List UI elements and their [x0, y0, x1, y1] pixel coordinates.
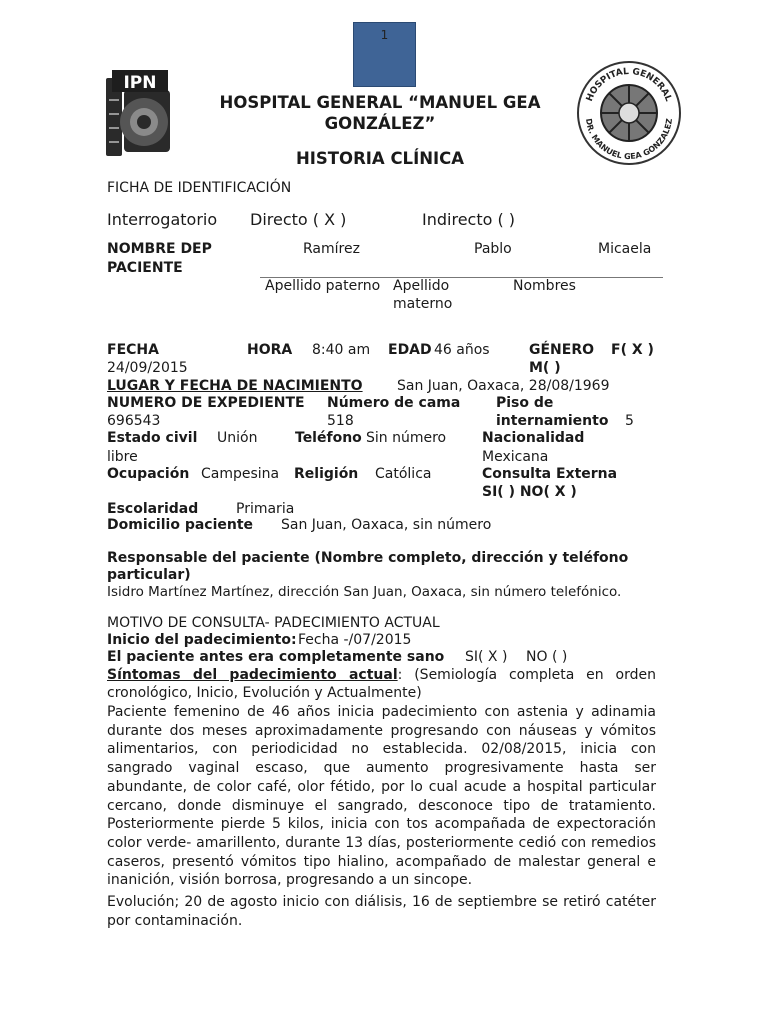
seal-bottom-text: DR. MANUEL GEA GONZALEZ [583, 117, 674, 162]
nacionalidad-value: Mexicana [482, 449, 549, 465]
cama-label: Número de cama [327, 395, 461, 411]
nombres-value: Micaela [598, 241, 652, 257]
genero-label: GÉNERO [529, 342, 595, 358]
ficha-heading: FICHA DE IDENTIFICACIÓN [107, 180, 292, 196]
estado-civil-value-line2: libre [107, 449, 138, 465]
interrogatorio-indirecto[interactable]: Indirecto ( ) [422, 210, 516, 229]
sano-no-option[interactable]: NO ( ) [526, 649, 568, 665]
seal-top-text: HOSPITAL GENERAL [584, 66, 674, 103]
domicilio-value: San Juan, Oaxaca, sin número [281, 517, 492, 533]
responsable-value: Isidro Martínez Martínez, dirección San Juan, Oaxaca, sin número telefónico. [107, 584, 622, 600]
inicio-label: Inicio del padecimiento: [107, 632, 297, 648]
piso-label-line2: internamiento [496, 413, 609, 429]
piso-value: 5 [625, 413, 634, 429]
apellido-paterno-value: Ramírez [303, 241, 360, 257]
apellido-materno-value: Pablo [474, 241, 512, 257]
consulta-externa-options[interactable]: SI( ) NO( X ) [482, 484, 577, 500]
nombre-label-line2: PACIENTE [107, 260, 183, 276]
cama-value: 518 [327, 413, 354, 429]
hora-value: 8:40 am [312, 342, 371, 358]
nacionalidad-label: Nacionalidad [482, 430, 585, 446]
telefono-label: Teléfono [295, 430, 362, 446]
page-number-box [353, 22, 416, 87]
motivo-heading: MOTIVO DE CONSULTA- PADECIMIENTO ACTUAL [107, 615, 440, 631]
fecha-label: FECHA [107, 342, 159, 358]
sano-label: El paciente antes era completamente sano [107, 649, 445, 665]
apellido-paterno-caption: Apellido paterno [265, 278, 381, 294]
piso-label-line1: Piso de [496, 395, 554, 411]
estado-civil-label: Estado civil [107, 430, 198, 446]
sintomas-block [107, 666, 656, 702]
nombre-label-line1: NOMBRE DEP [107, 241, 212, 257]
interrogatorio-directo[interactable]: Directo ( X ) [250, 210, 347, 229]
escolaridad-label: Escolaridad [107, 501, 199, 517]
nombres-caption: Nombres [513, 278, 576, 294]
estado-civil-value-line1: Unión [217, 430, 258, 446]
consulta-externa-label: Consulta Externa [482, 466, 618, 482]
genero-f-option[interactable]: F( X ) [611, 342, 654, 358]
religion-label: Religión [294, 466, 359, 482]
page-number: 1 [380, 28, 389, 42]
escolaridad-value: Primaria [236, 501, 295, 517]
fecha-value: 24/09/2015 [107, 360, 188, 376]
domicilio-label: Domicilio paciente [107, 517, 254, 533]
responsable-label-line2: particular) [107, 567, 191, 583]
ipn-logo-text: IPN [123, 73, 157, 93]
genero-m-option[interactable]: M( ) [529, 360, 561, 376]
sano-si-option[interactable]: SI( X ) [465, 649, 508, 665]
apellido-materno-caption-line1: Apellido [393, 278, 450, 294]
inicio-value: Fecha -/07/2015 [298, 632, 412, 648]
padecimiento-paragraph: Paciente femenino de 46 años inicia padecimiento con astenia y adinamia durante dos meses aproximadamente progresando con náuseas y vómitos alimentarios, con periodicidad no establecida. 02/08/2015, inicia con sangrado vaginal escaso, que aumento progresivamente hasta ser abundante, de color café, olor fétido, por lo cual acude a hospital particular cercano, donde disminuye el sangrado, desconoce tipo de tratamiento. Posteriormente pierde 5 kilos, inicia con tos acompañada de expectoración color verde- amarillento, durante 13 días, posteriormente cedió con remedios caseros, presentó vómitos tipo hialino, acompañado de malestar general e inanición, visión borrosa, progresando a un sincope. [107, 704, 656, 889]
edad-label: EDAD [388, 342, 432, 358]
document-title: HISTORIA CLÍNICA [295, 149, 465, 168]
edad-value: 46 años [434, 342, 490, 358]
apellido-materno-caption-line2: materno [393, 296, 453, 312]
ocupacion-label: Ocupación [107, 466, 190, 482]
evolucion-paragraph: Evolución; 20 de agosto inicio con diálisis, 16 de septiembre se retiró catéter por contaminación. [107, 894, 656, 929]
ocupacion-value: Campesina [201, 466, 280, 482]
expediente-value: 696543 [107, 413, 161, 429]
hospital-seal [576, 58, 682, 168]
lugar-nacimiento-value: San Juan, Oaxaca, 28/08/1969 [397, 378, 610, 394]
ipn-logo [104, 70, 174, 162]
sintomas-note: : (Semiología completa en orden cronológico, Inicio, Evolución y Actualmente) [107, 667, 656, 701]
religion-value: Católica [375, 466, 432, 482]
sintomas-label: Síntomas del padecimiento actual [107, 667, 398, 683]
expediente-label: NUMERO DE EXPEDIENTE [107, 395, 305, 411]
hospital-name-line2: GONZÁLEZ” [324, 114, 436, 133]
hora-label: HORA [247, 342, 293, 358]
lugar-nacimiento-label: LUGAR Y FECHA DE NACIMIENTO [107, 378, 363, 394]
responsable-label-line1: Responsable del paciente (Nombre completo, dirección y teléfono [107, 550, 629, 566]
interrogatorio-label: Interrogatorio [107, 210, 218, 229]
hospital-name-line1: HOSPITAL GENERAL “MANUEL GEA [219, 93, 541, 112]
telefono-value: Sin número [366, 430, 447, 446]
